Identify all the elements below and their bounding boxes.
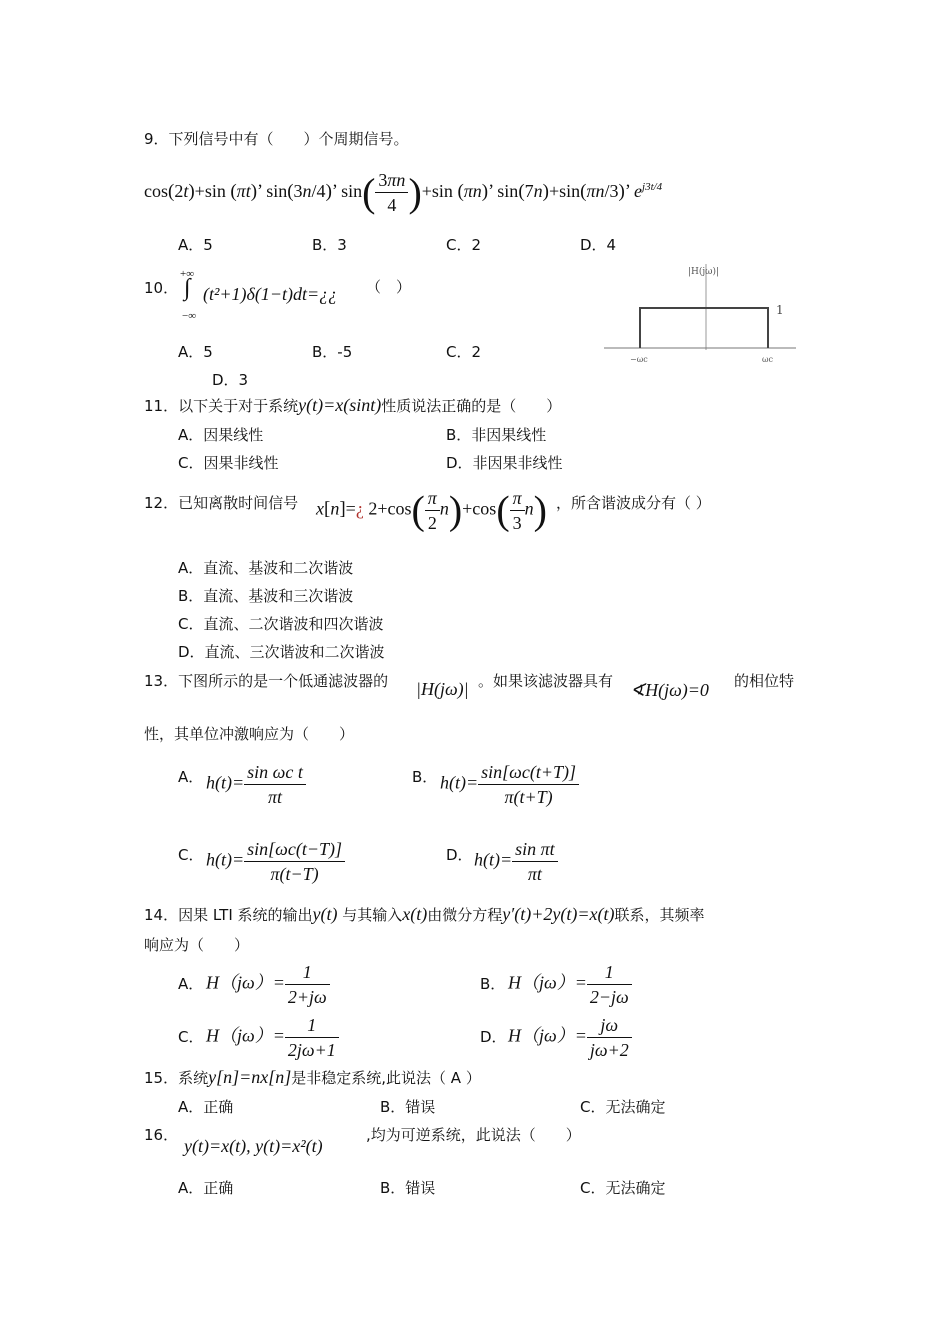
q11-option-b[interactable]: B．非因果线性 (446, 426, 547, 444)
signal-1: cos(2t)+sin (πt) (144, 180, 258, 202)
q14-stem-line1: 14．因果 LTI 系统的输出y(t) 与其输入x(t)由微分方程y′(t)+2y(t)=x(t)联系，其频率 (144, 904, 705, 924)
figure-ylabel: |H(jω)| (688, 267, 720, 277)
q15-equation: y[n]=nx[n] (208, 1067, 292, 1087)
q12-option-b[interactable]: B．直流、基波和三次谐波 (178, 587, 354, 605)
q9-stem (144, 128, 409, 149)
question-number: 9． (144, 130, 169, 148)
figure-level: 1 (776, 303, 784, 317)
q16-post: ,均为可逆系统，此说法（ ） (366, 1126, 581, 1144)
q11-stem: 11．以下关于对于系统y(t)=x(sint)性质说法正确的是（ ） (144, 395, 562, 415)
q14-option-a-label[interactable]: A． (178, 975, 204, 993)
signal-2: sin(3n/4) (266, 180, 332, 202)
q16-option-c[interactable]: C．无法确定 (580, 1179, 666, 1197)
question-number: 11． (144, 397, 179, 415)
q12-option-c[interactable]: C．直流、二次谐波和四次谐波 (178, 615, 384, 633)
integral-upper-limit: +∞ (180, 268, 195, 280)
q12-option-d[interactable]: D．直流、三次谐波和二次谐波 (178, 643, 385, 661)
question-number: 14． (144, 906, 179, 924)
q16-equation: y(t)=x(t), y(t)=x²(t) (184, 1136, 323, 1156)
q16-option-b[interactable]: B．错误 (380, 1179, 436, 1197)
q12-stem-post: ，所含谐波成分有（ ） (556, 494, 711, 512)
q9-option-a[interactable]: A．5 (178, 236, 213, 254)
q13-option-b-formula[interactable]: h(t)= $\frac{\sin[\omega c(t+T)]}{\pi(t+T)}$ (440, 760, 579, 809)
q10-number: 10． (144, 279, 179, 297)
question-number: 12． (144, 494, 179, 512)
question-number: 15． (144, 1069, 179, 1087)
integral-lower-limit: −∞ (182, 310, 197, 322)
question-text: 下列信号中有（ ）个周期信号。 (168, 130, 409, 148)
q9-signals: cos(2t)+sin (πt)’ sin(3n/4)’ sin( $\frac{3\pi n}{4}$ )+sin (πn)’ sin(7n)+sin(πn/3)’ $e^{j3t/4}$ (144, 169, 663, 215)
q10-blank: （ ） (366, 278, 412, 296)
q13-option-d-formula[interactable]: h(t)= $\frac{\text{sin πt}}{\pi t}$ (474, 837, 558, 886)
q13-stem-line1: 13．下图所示的是一个低通滤波器的 (144, 672, 389, 690)
q12-stem-pre: 12．已知离散时间信号 (144, 494, 299, 512)
q14-option-b-formula[interactable]: H（jω）= $\frac{1}{2-j\omega}$ (508, 960, 632, 1009)
q9-option-c[interactable]: C．2 (446, 236, 482, 254)
q15-stem: 15．系统y[n]=nx[n]是非稳定系统,此说法（ A ） (144, 1067, 481, 1087)
q13-stem-line2: 性，其单位冲激响应为（ ） (144, 725, 355, 743)
q10-integrand: (t²+1)δ(1−t)dt=¿¿ (203, 284, 338, 304)
figure-left-cutoff: −ωc (630, 355, 648, 364)
q14-stem-line2: 响应为（ ） (144, 936, 250, 954)
q13-option-c-formula[interactable]: h(t)= $\frac{\sin[\omega c(t-T)]}{\pi(t-T)}$ (206, 837, 345, 886)
q16-option-a[interactable]: A．正确 (178, 1179, 234, 1197)
q13-magnitude: |H(jω)| (416, 679, 469, 699)
q14-option-d-label[interactable]: D． (480, 1028, 507, 1046)
q9-option-d[interactable]: D．4 (580, 236, 617, 254)
q11-option-a[interactable]: A．因果线性 (178, 426, 264, 444)
q15-option-b[interactable]: B．错误 (380, 1098, 436, 1116)
q11-option-c[interactable]: C．因果非线性 (178, 454, 279, 472)
q16-number: 16． (144, 1126, 179, 1144)
q14-option-b-label[interactable]: B． (480, 975, 506, 993)
signal-3: sin( $\frac{3\pi n}{4}$ )+sin (πn) (341, 169, 489, 215)
q13-mid: 。如果该滤波器具有 (478, 672, 614, 690)
q9-option-b[interactable]: B．3 (312, 236, 347, 254)
q10-option-a[interactable]: A．5 (178, 343, 213, 361)
q13-option-b-label[interactable]: B． (412, 768, 438, 786)
q14-option-c-formula[interactable]: H（jω）= $\frac{1}{2j\omega+1}$ (206, 1013, 339, 1062)
q12-equation: x[n]=¿ 2+cos( $\frac{\pi}{2}$ n)+cos( $\frac{\pi}{3}$ n) (316, 487, 547, 533)
q13-post: 的相位特 (734, 672, 795, 690)
q14-option-c-label[interactable]: C． (178, 1028, 204, 1046)
figure-passband (640, 308, 768, 348)
q10-option-c[interactable]: C．2 (446, 343, 482, 361)
q12-option-a[interactable]: A．直流、基波和二次谐波 (178, 559, 354, 577)
question-number: 13． (144, 672, 179, 690)
lowpass-filter-figure (598, 258, 804, 370)
q10-option-b[interactable]: B．-5 (312, 343, 353, 361)
q13-phase: ∢H(jω)=0 (630, 680, 709, 700)
integral-sign-icon: ∫ (184, 275, 191, 301)
q15-option-a[interactable]: A．正确 (178, 1098, 234, 1116)
q13-option-a-label[interactable]: A． (178, 768, 204, 786)
q13-option-d-label[interactable]: D． (446, 846, 473, 864)
q11-option-d[interactable]: D．非因果非线性 (446, 454, 563, 472)
q14-option-a-formula[interactable]: H（jω）= $\frac{1}{2+j\omega}$ (206, 960, 330, 1009)
q13-option-a-formula[interactable]: h(t)= $\frac{\text{sin ωc t}}{\pi t}$ (206, 760, 306, 809)
q14-option-d-formula[interactable]: H（jω）= $\frac{j\omega}{j\omega+2}$ (508, 1013, 632, 1062)
q15-option-c[interactable]: C．无法确定 (580, 1098, 666, 1116)
q13-option-c-label[interactable]: C． (178, 846, 204, 864)
figure-right-cutoff: ωc (762, 355, 774, 364)
signal-4: sin(7n)+sin(πn/3) (497, 180, 625, 202)
signal-5: $e^{j3t/4}$ (634, 180, 663, 201)
q10-option-d[interactable]: D．3 (212, 371, 249, 389)
q11-equation: y(t)=x(sint) (298, 395, 382, 415)
